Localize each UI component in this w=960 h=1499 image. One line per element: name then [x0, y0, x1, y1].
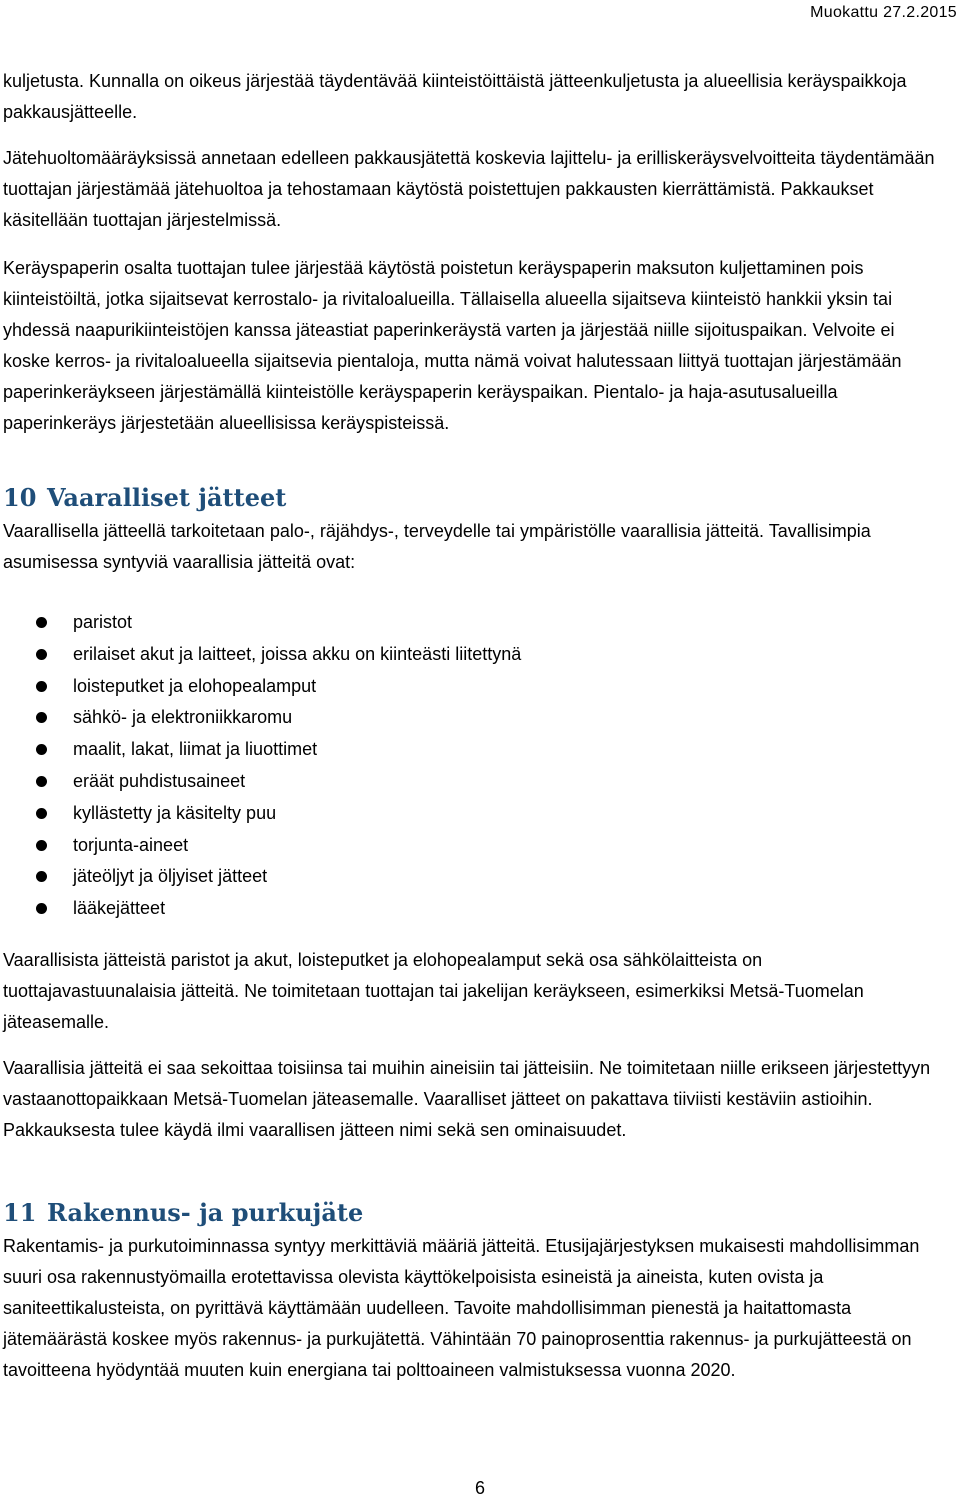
modified-date: Muokattu 27.2.2015	[810, 4, 957, 21]
section-10-intro: Vaarallisella jätteellä tarkoitetaan palo-, räjähdys-, terveydelle tai ympäristölle vaarallisia jätteitä. Tavallisimpia asumisessa syntyviä vaarallisia jätteitä ovat:	[3, 521, 871, 572]
list-item: lääkejätteet	[3, 893, 938, 925]
paragraph-packaging-transport: kuljetusta. Kunnalla on oikeus järjestää täydentävää kiinteistöittäistä jätteenkuljetusta ja alueellisia keräyspaikkoja pakkausjätteelle.	[3, 71, 907, 122]
list-item: maalit, lakat, liimat ja liuottimet	[3, 734, 938, 766]
bullet-icon	[36, 808, 47, 819]
paragraph-packaging-obligations: Jätehuoltomääräyksissä annetaan edelleen pakkausjätettä koskevia lajittelu- ja erilliskeräysvelvoitteita täydentämään tuottajan järjestämää jätehuoltoa ja tehostamaan käytöstä poistettujen pakkausten kierrättämistä. Pakkaukset käsitellään tuottajan järjestelmissä.	[3, 148, 935, 230]
section-10-title: Vaaralliset jätteet	[47, 483, 287, 512]
paragraph-producer-responsibility: Vaarallisista jätteistä paristot ja akut, loisteputket ja elohopealamput sekä osa sähkölaitteista on tuottajavastuunalaisia jätteitä. Ne toimitetaan tuottajan tai jakelijan keräykseen, esimerkiksi Metsä-Tuomelan jäteasemalle.	[3, 949, 864, 1032]
bullet-icon	[36, 681, 47, 692]
paragraph-hazardous-handling: Vaarallisia jätteitä ei saa sekoittaa toisiinsa tai muihin aineisiin tai jätteisiin. Ne toimitetaan niille erikseen järjestettyyn vastaanottopaikkaan Metsä-Tuomelan jäteasemalle. Vaaralliset jätteet on pakattava tiiviisti kestäviin astioihin. Pakkauksesta tulee käydä ilmi vaarallisen jätteen nimi sekä sen ominaisuudet.	[3, 1057, 931, 1140]
hazardous-waste-list	[3, 607, 938, 925]
paragraph-paper-collection: Keräyspaperin osalta tuottajan tulee järjestää käytöstä poistetun keräyspaperin maksuton kuljettaminen pois kiinteistöiltä, jotka sijaitsevat kerrostalo- ja rivitaloalueilla. Tällaisella alueella sijaitseva kiinteistö hankkii yksin tai yhdessä naapurikiinteistöjen kanssa jäteastiat paperinkeräystä varten ja järjestää niille sijoituspaikan. Velvoite ei koske kerros- ja rivitaloalueella sijaitsevia pientaloja, mutta nämä voivat halutessaan liittyä tuottajan järjestämään paperinkeräykseen järjestämällä kiinteistölle keräyspaperin keräyspaikan. Pientalo- ja haja-asutusalueilla paperinkeräys järjestetään alueellisissa keräyspisteissä.	[3, 258, 902, 433]
section-11-number: 11	[3, 1197, 37, 1227]
list-item: paristot	[3, 607, 938, 639]
bullet-icon	[36, 871, 47, 882]
list-item: sähkö- ja elektroniikkaromu	[3, 702, 938, 734]
section-11-heading	[3, 1198, 938, 1228]
list-item: jäteöljyt ja öljyiset jätteet	[3, 861, 938, 893]
section-10-number: 10	[3, 483, 37, 512]
page-number: 6	[474, 1478, 485, 1498]
section-11-title: Rakennus- ja purkujäte	[47, 1197, 364, 1227]
bullet-icon	[36, 712, 47, 723]
list-item: eräät puhdistusaineet	[3, 766, 938, 798]
bullet-icon	[36, 776, 47, 787]
page-content	[3, 66, 938, 1386]
bullet-icon	[36, 840, 47, 851]
list-item: kyllästetty ja käsitelty puu	[3, 798, 938, 830]
section-11-body: Rakentamis- ja purkutoiminnassa syntyy merkittäviä määriä jätteitä. Etusijajärjestyksen mukaisesti mahdollisimman suuri osa rakennustyömailla erotettavissa olevista käyttökelpoisista esineistä ja aineista, kuten ovista ja saniteettikalusteista, on pyrittävä käyttämään uudelleen. Tavoite mahdollisimman pienestä ja haitattomasta jätemäärästä koskee myös rakennus- ja purkujätettä. Vähintään 70 painoprosenttia rakennus- ja purkujätteestä on tavoitteena hyödyntää muuten kuin energiana tai polttoaineen valmistuksessa vuonna 2020.	[3, 1235, 920, 1380]
list-item: erilaiset akut ja laitteet, joissa akku on kiinteästi liitettynä	[3, 639, 938, 671]
list-item: torjunta-aineet	[3, 830, 938, 862]
bullet-icon	[36, 744, 47, 755]
bullet-icon	[36, 903, 47, 914]
bullet-icon	[36, 617, 47, 628]
section-10-heading	[3, 483, 938, 513]
bullet-icon	[36, 649, 47, 660]
list-item: loisteputket ja elohopealamput	[3, 671, 938, 703]
